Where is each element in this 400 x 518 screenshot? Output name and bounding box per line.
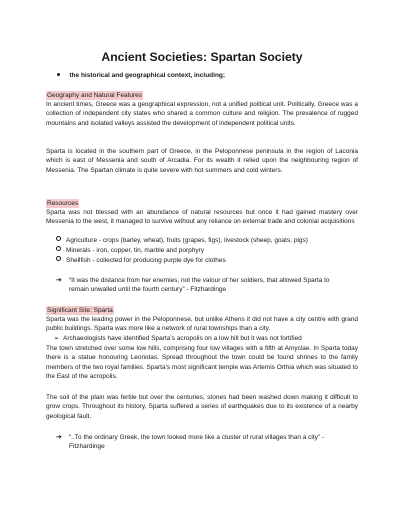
resource-item bbox=[56, 236, 308, 245]
site-paragraph-1: Sparta was the leading power in the Peloponnese, but unlike Athens it did not have a city centre with grand public buildings. Sparta was more like a network of rural townships than a city. bbox=[46, 316, 358, 333]
site-sub-point-text: Archaeologists have identified Sparta’s acropolis on a low hill but it was not fortified bbox=[63, 335, 302, 342]
intro-bullet bbox=[57, 71, 225, 80]
circle-bullet-icon bbox=[56, 256, 61, 261]
intro-bullet-text: the historical and geographical context, including; bbox=[69, 72, 226, 79]
site-sub-point bbox=[54, 334, 302, 344]
circle-bullet-icon bbox=[56, 246, 61, 251]
resource-item-text: Minerals - iron, copper, tin, marble and porphyry bbox=[66, 247, 205, 254]
right-arrow-icon: ➔ bbox=[56, 434, 62, 441]
geography-heading-line bbox=[46, 91, 358, 100]
geography-paragraph-2: Sparta is located in the southern part of Greece, in the Peloponnese peninsula in the region of Laconia which is east of Messenia and south of Arcadia. For its wealth it relied upon the neighbouring region of Messenia. The Spartan climate is quite severe with hot summers and cold winters. bbox=[46, 148, 358, 174]
resources-heading: Resources bbox=[47, 200, 79, 207]
resources-quote bbox=[56, 276, 346, 295]
site-heading: Significant Site: Sparta bbox=[47, 307, 113, 314]
resource-item bbox=[56, 256, 226, 265]
resource-item-text: Agriculture - crops (barley, wheat), fruits (grapes, figs), livestock (sheep, goats, pigs) bbox=[66, 237, 308, 244]
bullet-dot-icon bbox=[57, 73, 60, 76]
resources-quote-text: “It was the distance from her enemies, not the valour of her soldiers, that allowed Sparta to remain unwalled until the fourth century” - Fitzhardinge bbox=[69, 277, 330, 294]
site-heading-line bbox=[46, 306, 358, 315]
triangle-bullet-icon: ➢ bbox=[54, 336, 60, 342]
page-title: Ancient Societies: Spartan Society bbox=[101, 50, 303, 64]
site-quote-text: “..To the ordinary Greek, the town looked more like a cluster of rural villages than a city” - Fitzhardinge bbox=[69, 434, 325, 451]
resources-heading-line bbox=[46, 199, 358, 208]
resource-item-text: Shellfish - collected for producing purple dye for clothes bbox=[66, 257, 226, 264]
site-paragraph-3: The soil of the plain was fertile but over the centuries, stones had been washed down making it difficult to grow crops. Throughout its history, Sparta suffered a series of earthquakes due to its existence of a nearby geological fault. bbox=[46, 394, 358, 420]
site-quote bbox=[56, 433, 346, 452]
geography-paragraph-1: In ancient times, Greece was a geographical expression, not a unified political unit. Politically, Greece was a collection of independent city states who shared a common culture and religion. The prevalence of rugged mountains and isolated valleys assisted the development of independent political units. bbox=[46, 101, 358, 127]
circle-bullet-icon bbox=[56, 236, 61, 241]
resources-paragraph: Sparta was not blessed with an abundance of natural resources but once it had gained mastery over Messenia to the west, it managed to survive without any reliance on external trade and colonial acquisitions bbox=[46, 209, 358, 226]
resource-item bbox=[56, 246, 204, 255]
geography-heading: Geography and Natural Features bbox=[47, 92, 143, 99]
right-arrow-icon: ➔ bbox=[56, 277, 62, 284]
site-paragraph-2: The town stretched over some low hills, comprising four low villages with a fifth at Amyclae. In Sparta today there is a statue honouring Leonidas. Spread throughout the town could be found shrines to the family members of the two royal families. Sparta’s most significant temple was Artemis Orthia which was situated to the East of the acropolis. bbox=[46, 345, 359, 381]
